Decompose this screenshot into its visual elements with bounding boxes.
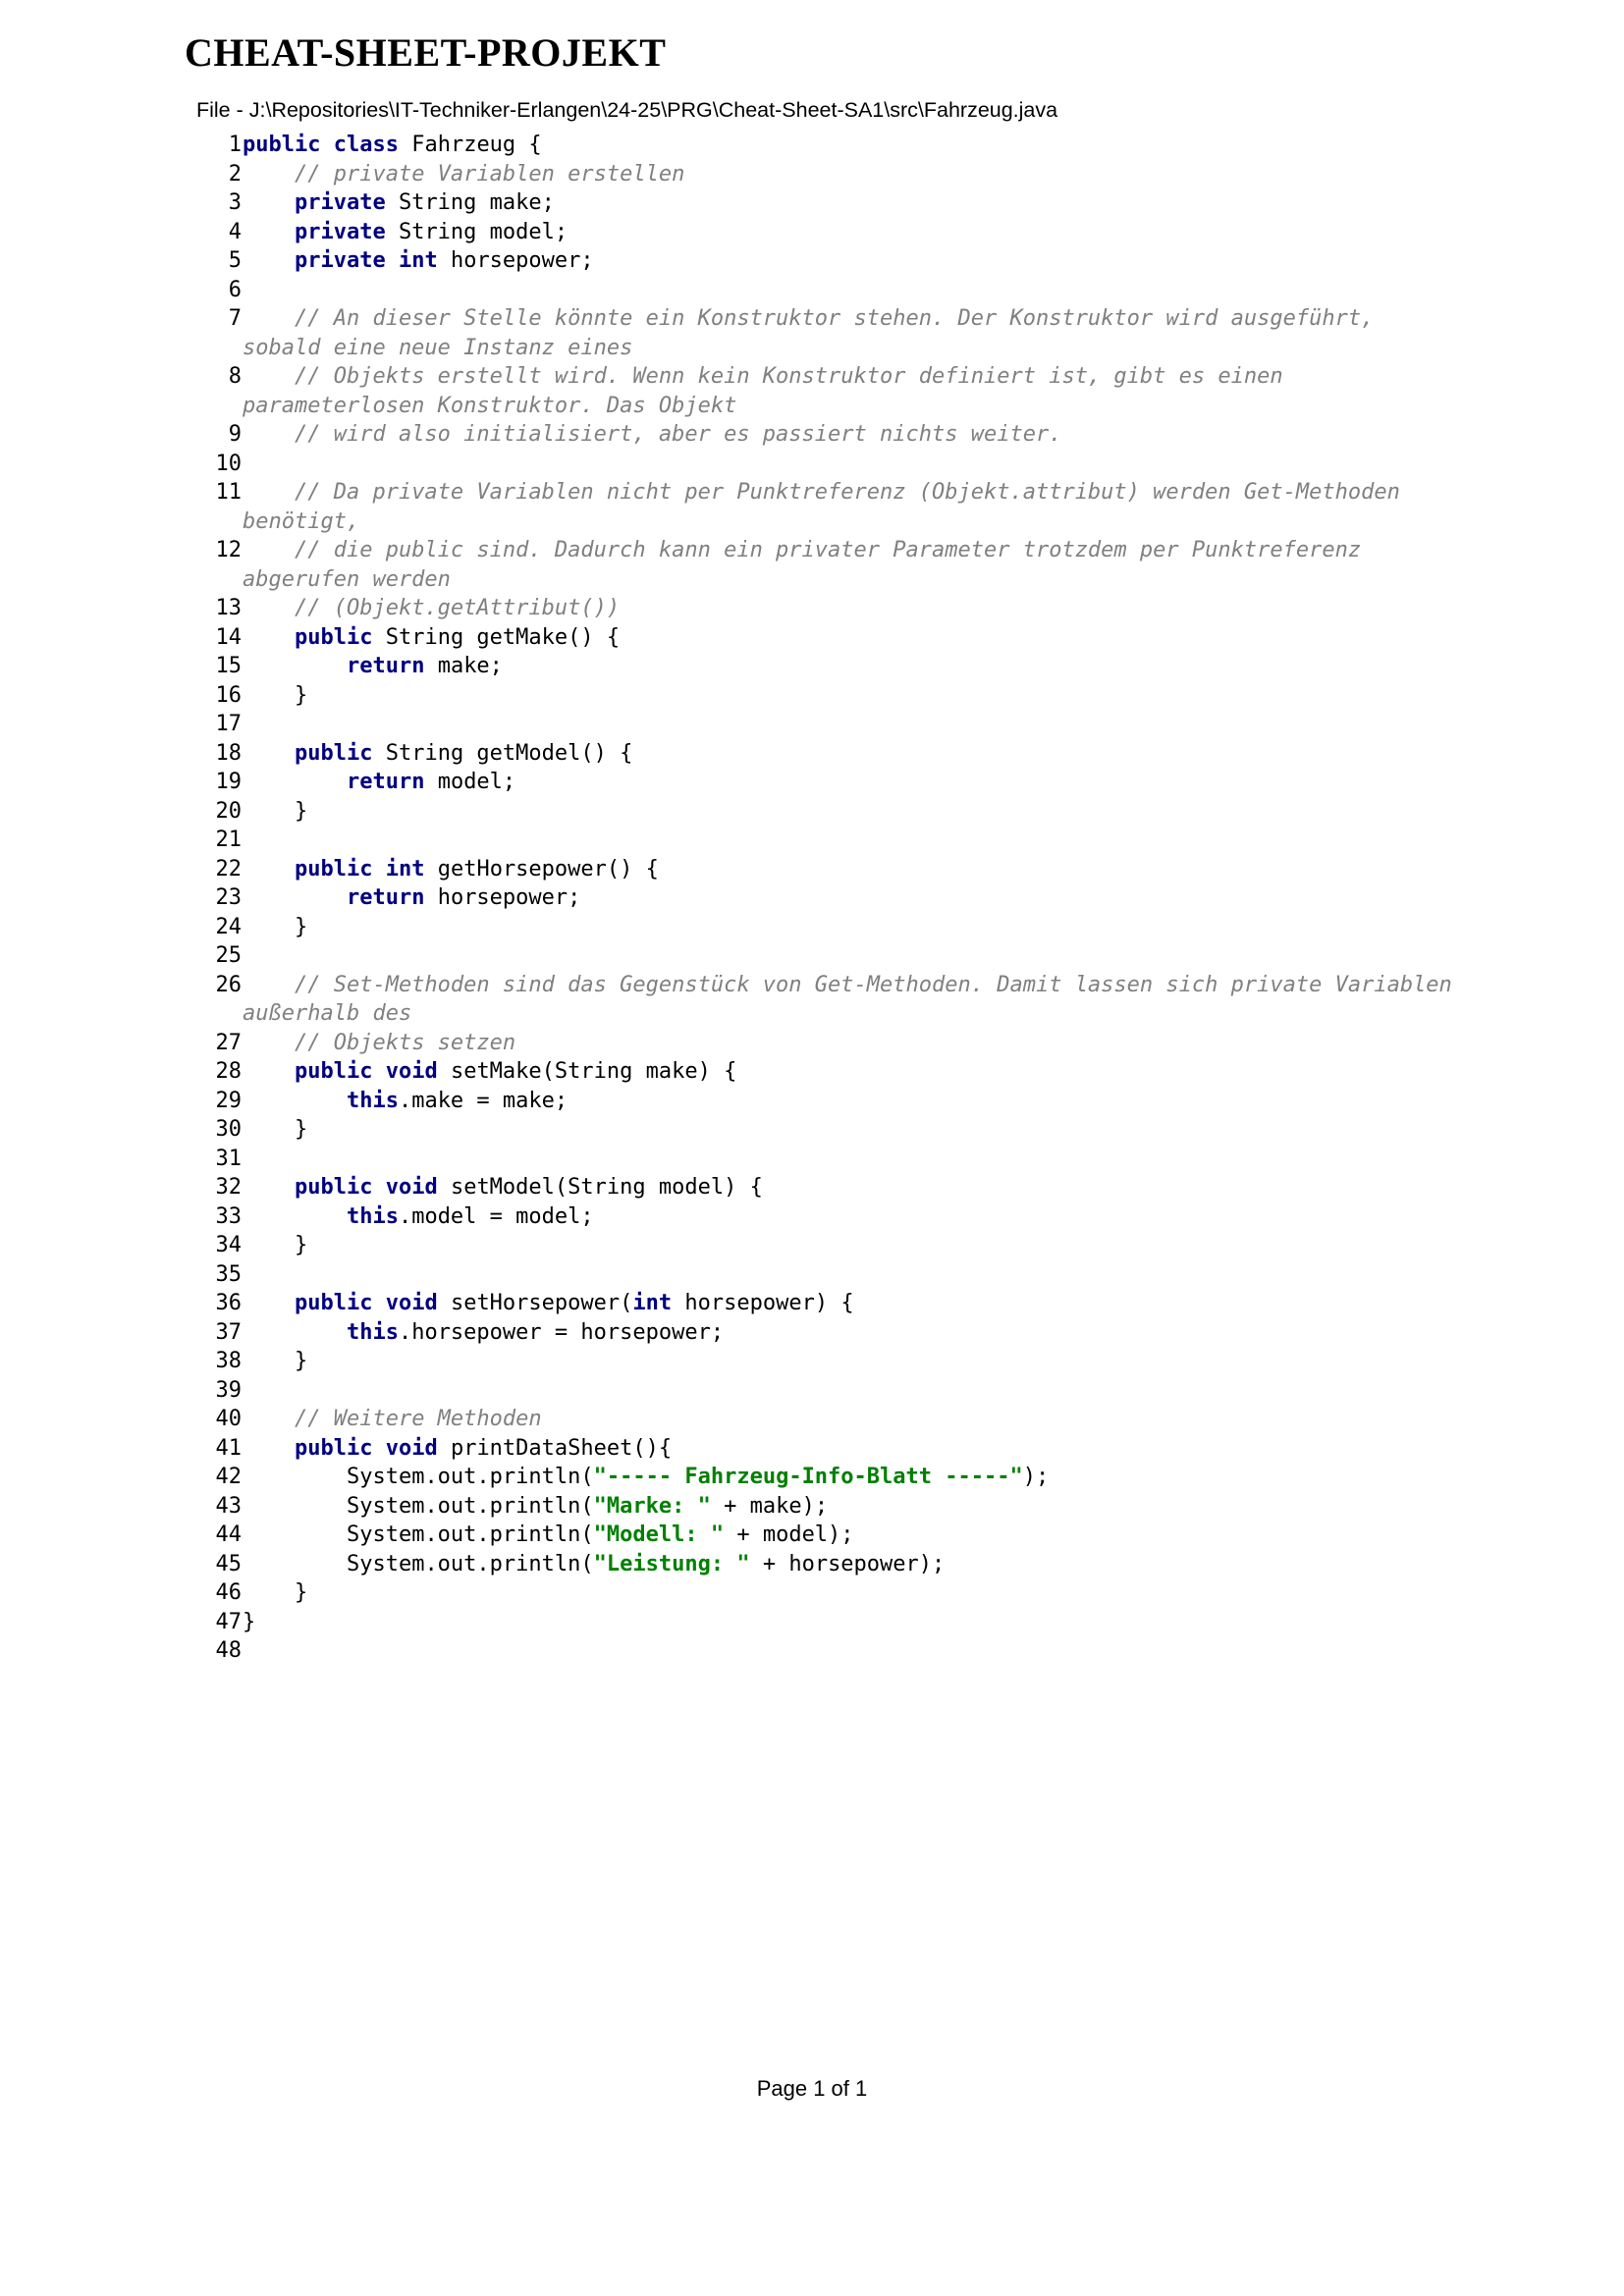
line-number: 42 bbox=[215, 1465, 242, 1489]
code-text bbox=[242, 941, 1463, 971]
code-line bbox=[196, 420, 1463, 450]
code-line bbox=[196, 768, 1463, 797]
code-token bbox=[243, 885, 347, 910]
comment-token: // Da private Variablen nicht per Punktreferenz (Objekt.attribut) werden Get-Methoden benötigt, bbox=[243, 480, 1427, 534]
code-token bbox=[386, 248, 399, 273]
code-line bbox=[196, 652, 1463, 681]
code-token bbox=[243, 1059, 295, 1084]
code-text bbox=[242, 913, 1463, 942]
code-text bbox=[242, 971, 1466, 1029]
code-token bbox=[243, 1089, 347, 1113]
code-text bbox=[242, 1521, 1463, 1550]
code-token: } bbox=[243, 1233, 308, 1257]
code-token: horsepower; bbox=[424, 885, 581, 910]
code-token bbox=[243, 190, 295, 215]
string-token: "----- Fahrzeug-Info-Blatt -----" bbox=[593, 1465, 1023, 1489]
code-line bbox=[196, 1029, 1463, 1058]
code-line bbox=[196, 1578, 1463, 1608]
code-line bbox=[196, 1636, 1463, 1666]
code-token: } bbox=[243, 1117, 308, 1142]
line-number: 18 bbox=[215, 740, 242, 766]
code-text bbox=[242, 1434, 1463, 1464]
code-token bbox=[243, 1031, 295, 1055]
keyword-token: this bbox=[346, 1319, 399, 1345]
code-text bbox=[242, 1347, 1463, 1376]
code-token: setModel(String model) { bbox=[437, 1175, 763, 1200]
code-text bbox=[242, 188, 1463, 218]
code-token: + make); bbox=[710, 1493, 829, 1519]
keyword-token: public bbox=[294, 1291, 373, 1315]
file-path: File - J:\Repositories\IT-Techniker-Erlangen\24-25\PRG\Cheat-Sheet-SA1\src\Fahrzeug.java bbox=[196, 98, 1058, 122]
string-token: "Marke: " bbox=[593, 1493, 711, 1519]
line-number: 7 bbox=[228, 306, 242, 331]
line-number: 48 bbox=[215, 1638, 242, 1663]
comment-token: // Objekts erstellt wird. Wenn kein Konstruktor definiert ist, gibt es einen parameterlosen Konstruktor. Das Objekt bbox=[243, 364, 1296, 418]
line-number: 20 bbox=[215, 798, 242, 824]
code-token bbox=[243, 857, 295, 881]
code-text bbox=[242, 1202, 1463, 1232]
keyword-token: public bbox=[294, 624, 373, 650]
code-token bbox=[372, 857, 385, 881]
code-line bbox=[196, 1115, 1463, 1145]
line-number: 45 bbox=[215, 1551, 242, 1576]
code-line bbox=[196, 855, 1463, 884]
code-line bbox=[196, 1550, 1463, 1579]
line-number: 6 bbox=[228, 277, 242, 302]
code-token bbox=[243, 1204, 347, 1229]
keyword-token: private bbox=[294, 219, 386, 244]
comment-token: // wird also initialisiert, aber es passiert nichts weiter. bbox=[294, 422, 1062, 447]
code-text bbox=[242, 1087, 1463, 1116]
line-number: 33 bbox=[215, 1203, 242, 1229]
code-text bbox=[242, 652, 1463, 681]
code-text bbox=[242, 768, 1463, 797]
line-number: 26 bbox=[215, 972, 242, 997]
code-line bbox=[196, 1318, 1463, 1348]
code-text bbox=[242, 450, 1463, 479]
code-line bbox=[196, 941, 1463, 971]
code-token: String getMake() { bbox=[372, 624, 621, 650]
code-line bbox=[196, 971, 1466, 1029]
line-number: 30 bbox=[215, 1117, 242, 1142]
code-text bbox=[242, 1173, 1463, 1202]
code-token: } bbox=[243, 798, 308, 824]
code-token: setHorsepower( bbox=[437, 1291, 633, 1315]
code-token bbox=[243, 248, 295, 273]
code-token bbox=[243, 1291, 295, 1315]
code-text bbox=[242, 1057, 1463, 1087]
code-text bbox=[242, 1405, 1463, 1434]
line-number: 14 bbox=[215, 624, 242, 650]
code-text bbox=[242, 797, 1463, 827]
code-token: String model; bbox=[385, 219, 568, 244]
code-token: String make; bbox=[385, 190, 555, 215]
line-number: 32 bbox=[215, 1175, 242, 1200]
code-token: + horsepower); bbox=[749, 1551, 946, 1576]
code-line bbox=[196, 797, 1463, 827]
comment-token: // die public sind. Dadurch kann ein privater Parameter trotzdem per Punktreferenz abgerufen werden bbox=[243, 538, 1375, 592]
code-token: System.out.println( bbox=[243, 1493, 594, 1519]
code-line bbox=[196, 1376, 1463, 1406]
line-number: 16 bbox=[215, 682, 242, 708]
code-text bbox=[242, 681, 1463, 711]
code-line bbox=[196, 478, 1463, 536]
code-text bbox=[242, 710, 1463, 739]
code-token: Fahrzeug { bbox=[398, 133, 542, 157]
line-number: 10 bbox=[215, 451, 242, 476]
code-token bbox=[243, 1436, 295, 1461]
code-line bbox=[196, 450, 1463, 479]
code-token: String getModel() { bbox=[372, 740, 633, 766]
code-token: ); bbox=[1022, 1465, 1050, 1489]
line-number: 1 bbox=[228, 133, 242, 157]
code-line bbox=[196, 913, 1463, 942]
line-number: 28 bbox=[215, 1059, 242, 1084]
line-number: 23 bbox=[215, 885, 242, 910]
code-text bbox=[242, 826, 1463, 855]
code-text bbox=[242, 1145, 1463, 1174]
code-line bbox=[196, 188, 1463, 218]
code-token bbox=[243, 364, 295, 389]
line-number: 12 bbox=[215, 538, 242, 562]
keyword-token: public bbox=[294, 1175, 373, 1200]
code-line bbox=[196, 160, 1463, 189]
code-text bbox=[242, 478, 1463, 536]
code-token bbox=[243, 480, 295, 505]
code-text bbox=[242, 131, 1463, 160]
keyword-token: void bbox=[385, 1059, 438, 1084]
code-text bbox=[242, 218, 1463, 247]
comment-token: // private Variablen erstellen bbox=[294, 161, 685, 187]
keyword-token: return bbox=[346, 885, 425, 910]
code-token bbox=[372, 1291, 385, 1315]
code-line bbox=[196, 536, 1463, 594]
code-token: } bbox=[243, 914, 308, 939]
code-token bbox=[243, 306, 295, 331]
code-text bbox=[242, 1289, 1463, 1318]
line-number: 40 bbox=[215, 1407, 242, 1431]
code-text bbox=[242, 1578, 1463, 1608]
code-token: System.out.println( bbox=[243, 1522, 594, 1547]
code-token bbox=[243, 596, 295, 620]
code-token bbox=[243, 625, 295, 650]
code-line bbox=[196, 826, 1463, 855]
line-number: 19 bbox=[215, 770, 242, 794]
string-token: "Modell: " bbox=[593, 1522, 725, 1547]
code-token: .model = model; bbox=[398, 1203, 594, 1229]
code-line bbox=[196, 218, 1463, 247]
code-token: } bbox=[243, 1609, 256, 1634]
code-line bbox=[196, 1057, 1463, 1087]
code-token: + model); bbox=[724, 1522, 854, 1547]
line-number: 2 bbox=[228, 161, 242, 187]
code-text bbox=[242, 420, 1463, 450]
code-text bbox=[242, 304, 1463, 362]
keyword-token: return bbox=[346, 770, 425, 794]
code-line bbox=[196, 710, 1463, 739]
code-line bbox=[196, 362, 1463, 420]
code-token: horsepower) { bbox=[672, 1291, 854, 1315]
line-number: 8 bbox=[228, 364, 242, 389]
code-line bbox=[196, 1202, 1463, 1232]
comment-token: // Weitere Methoden bbox=[294, 1407, 542, 1431]
line-number: 36 bbox=[215, 1291, 242, 1315]
keyword-token: private bbox=[294, 248, 386, 273]
code-token bbox=[243, 973, 295, 997]
code-token bbox=[243, 162, 295, 187]
line-number: 29 bbox=[215, 1088, 242, 1113]
keyword-token: this bbox=[346, 1203, 399, 1229]
code-text bbox=[242, 1115, 1463, 1145]
code-text bbox=[242, 1463, 1463, 1492]
keyword-token: this bbox=[346, 1088, 399, 1113]
code-token: } bbox=[243, 1580, 308, 1605]
code-text bbox=[242, 1492, 1463, 1522]
keyword-token: void bbox=[385, 1435, 438, 1461]
code-line bbox=[196, 739, 1463, 769]
line-number: 4 bbox=[228, 219, 242, 244]
keyword-token: public bbox=[243, 133, 321, 157]
line-number: 21 bbox=[215, 828, 242, 852]
code-token: System.out.println( bbox=[243, 1551, 594, 1576]
line-number: 37 bbox=[215, 1319, 242, 1345]
code-text bbox=[242, 594, 1463, 623]
code-text bbox=[242, 1260, 1463, 1290]
keyword-token: void bbox=[385, 1175, 438, 1200]
code-text bbox=[242, 160, 1463, 189]
line-number: 22 bbox=[215, 856, 242, 881]
line-number: 46 bbox=[215, 1580, 242, 1605]
code-line bbox=[196, 276, 1463, 305]
code-line bbox=[196, 1492, 1463, 1522]
code-line bbox=[196, 1405, 1463, 1434]
code-line bbox=[196, 1145, 1463, 1174]
comment-token: // Set-Methoden sind das Gegenstück von Get-Methoden. Damit lassen sich private Variablen außerhalb des bbox=[243, 972, 1466, 1026]
keyword-token: public bbox=[294, 1059, 373, 1084]
line-number: 27 bbox=[215, 1030, 242, 1055]
code-token bbox=[243, 1407, 295, 1431]
code-line bbox=[196, 1260, 1463, 1290]
code-token: .make = make; bbox=[398, 1088, 568, 1113]
code-line bbox=[196, 246, 1463, 276]
line-number: 43 bbox=[215, 1493, 242, 1519]
code-token bbox=[372, 1175, 385, 1200]
code-text bbox=[242, 855, 1463, 884]
page-footer: Page 1 of 1 bbox=[756, 2076, 868, 2101]
keyword-token: return bbox=[346, 654, 425, 678]
comment-token: // An dieser Stelle könnte ein Konstruktor stehen. Der Konstruktor wird ausgeführt, sobald eine neue Instanz eines bbox=[243, 306, 1387, 360]
code-text bbox=[242, 1636, 1463, 1666]
code-token bbox=[243, 1320, 347, 1345]
line-number: 9 bbox=[228, 422, 242, 447]
code-token bbox=[243, 538, 295, 562]
keyword-token: int bbox=[385, 856, 425, 881]
keyword-token: public bbox=[294, 740, 373, 766]
code-line bbox=[196, 304, 1463, 362]
keyword-token: int bbox=[398, 248, 438, 273]
code-line bbox=[196, 594, 1463, 623]
keyword-token: int bbox=[632, 1291, 673, 1315]
line-number: 5 bbox=[228, 248, 242, 273]
code-token: System.out.println( bbox=[243, 1465, 594, 1489]
code-text bbox=[242, 1608, 1463, 1637]
code-text bbox=[242, 883, 1463, 913]
line-number: 35 bbox=[215, 1261, 242, 1287]
code-text bbox=[242, 536, 1463, 594]
code-line bbox=[196, 131, 1463, 160]
code-text bbox=[242, 1376, 1463, 1406]
code-token bbox=[243, 770, 347, 794]
code-text bbox=[242, 276, 1463, 305]
keyword-token: public bbox=[294, 1435, 373, 1461]
code-line bbox=[196, 1231, 1463, 1260]
code-token bbox=[243, 1175, 295, 1200]
code-line bbox=[196, 623, 1463, 653]
code-token bbox=[243, 422, 295, 447]
code-text bbox=[242, 1029, 1463, 1058]
code-token bbox=[243, 741, 295, 766]
code-token: make; bbox=[424, 654, 503, 678]
line-number: 15 bbox=[215, 654, 242, 678]
code-text bbox=[242, 623, 1463, 653]
keyword-token: private bbox=[294, 190, 386, 215]
code-listing bbox=[196, 131, 1466, 1666]
code-line bbox=[196, 681, 1463, 711]
line-number: 24 bbox=[215, 914, 242, 939]
code-text bbox=[242, 1318, 1463, 1348]
line-number: 3 bbox=[228, 190, 242, 215]
line-number: 44 bbox=[215, 1522, 242, 1547]
code-token: printDataSheet(){ bbox=[437, 1435, 673, 1461]
code-token: } bbox=[243, 682, 308, 708]
line-number: 41 bbox=[215, 1435, 242, 1461]
keyword-token: class bbox=[333, 133, 399, 157]
string-token: "Leistung: " bbox=[593, 1551, 750, 1576]
code-line bbox=[196, 1434, 1463, 1464]
line-number: 39 bbox=[215, 1377, 242, 1403]
code-token bbox=[243, 220, 295, 244]
document-title: CHEAT-SHEET-PROJEKT bbox=[185, 30, 667, 75]
comment-token: // (Objekt.getAttribut()) bbox=[294, 596, 621, 620]
code-text bbox=[242, 739, 1463, 769]
code-token: horsepower; bbox=[437, 248, 594, 273]
code-token: getHorsepower() { bbox=[424, 856, 659, 881]
keyword-token: public bbox=[294, 856, 373, 881]
comment-token: // Objekts setzen bbox=[294, 1030, 516, 1055]
line-number: 34 bbox=[215, 1233, 242, 1257]
code-line bbox=[196, 1608, 1463, 1637]
line-number: 25 bbox=[215, 943, 242, 968]
code-line bbox=[196, 1173, 1463, 1202]
code-line bbox=[196, 1087, 1463, 1116]
code-text bbox=[242, 1231, 1463, 1260]
line-number: 11 bbox=[215, 480, 242, 505]
line-number: 31 bbox=[215, 1146, 242, 1171]
code-token: } bbox=[243, 1349, 308, 1373]
code-token: .horsepower = horsepower; bbox=[398, 1319, 725, 1345]
code-text bbox=[242, 362, 1463, 420]
code-text bbox=[242, 1550, 1463, 1579]
line-number: 13 bbox=[215, 596, 242, 620]
code-line bbox=[196, 883, 1463, 913]
line-number: 47 bbox=[215, 1609, 242, 1634]
code-token: setMake(String make) { bbox=[437, 1059, 737, 1084]
code-token: model; bbox=[424, 770, 516, 794]
code-line bbox=[196, 1347, 1463, 1376]
code-line bbox=[196, 1521, 1463, 1550]
code-line bbox=[196, 1289, 1463, 1318]
code-line bbox=[196, 1463, 1463, 1492]
code-text bbox=[242, 246, 1463, 276]
code-token bbox=[243, 654, 347, 678]
code-token bbox=[372, 1059, 385, 1084]
line-number: 38 bbox=[215, 1349, 242, 1373]
code-token bbox=[320, 133, 333, 157]
line-number: 17 bbox=[215, 712, 242, 736]
keyword-token: void bbox=[385, 1291, 438, 1315]
code-token bbox=[372, 1436, 385, 1461]
